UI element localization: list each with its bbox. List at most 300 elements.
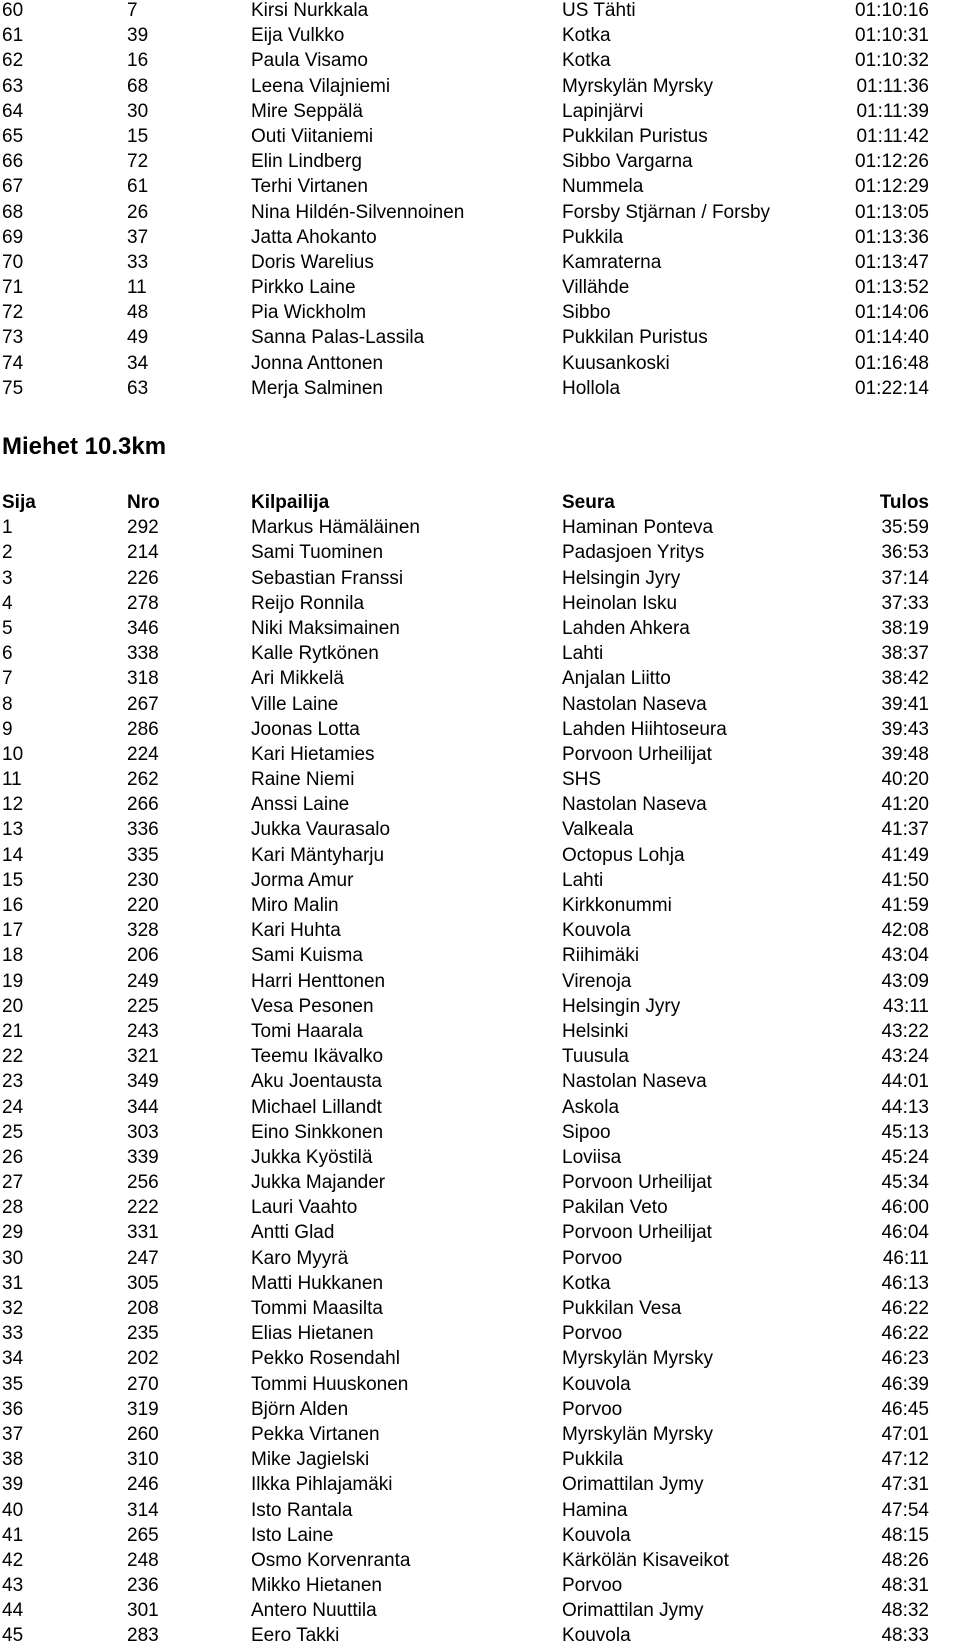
rank-cell: 5 — [2, 617, 13, 639]
bib-cell: 30 — [127, 100, 149, 122]
time-cell: 37:14 — [881, 567, 929, 589]
club-cell: Porvoon Urheilijat — [562, 1222, 712, 1244]
time-cell: 35:59 — [881, 517, 929, 539]
time-cell: 01:11:36 — [856, 75, 929, 97]
club-cell: Padasjoen Yritys — [562, 542, 705, 564]
table-row — [0, 616, 960, 641]
club-cell: Lahden Hiihtoseura — [562, 718, 727, 740]
bib-cell: 72 — [127, 151, 149, 173]
table-row — [0, 943, 960, 968]
bib-cell: 346 — [127, 617, 159, 639]
bib-cell: 214 — [127, 542, 159, 564]
club-cell: Myrskylän Myrsky — [562, 1348, 713, 1370]
name-cell: Ville Laine — [251, 693, 339, 715]
name-cell: Antti Glad — [251, 1222, 335, 1244]
rank-cell: 68 — [2, 201, 24, 223]
club-cell: Villähde — [562, 277, 630, 299]
club-cell: Haminan Ponteva — [562, 517, 714, 539]
table-row — [0, 1170, 960, 1195]
bib-cell: 349 — [127, 1071, 159, 1093]
rank-cell: 65 — [2, 125, 24, 147]
club-cell: Kotka — [562, 25, 611, 47]
table-row — [0, 742, 960, 767]
bib-cell: 224 — [127, 743, 159, 765]
club-cell: Lahti — [562, 643, 604, 665]
bib-cell: 335 — [127, 844, 159, 866]
name-cell: Paula Visamo — [251, 50, 368, 72]
time-cell: 46:00 — [881, 1197, 929, 1219]
time-cell: 46:04 — [881, 1222, 929, 1244]
bib-cell: 222 — [127, 1197, 159, 1219]
name-cell: Miro Malin — [251, 895, 339, 916]
time-cell: 47:31 — [881, 1474, 929, 1496]
table-row — [0, 174, 960, 199]
table-row — [0, 1346, 960, 1371]
time-cell: 48:26 — [881, 1549, 929, 1571]
club-cell: Virenoja — [562, 970, 632, 992]
name-cell: Jukka Kyöstilä — [251, 1146, 373, 1168]
table-row — [0, 767, 960, 792]
table-row — [0, 1472, 960, 1497]
table-row — [0, 1044, 960, 1069]
bib-cell: 208 — [127, 1298, 159, 1319]
time-cell: 46:13 — [881, 1272, 929, 1294]
name-cell: Reijo Ronnila — [251, 592, 365, 614]
rank-cell: 13 — [2, 819, 24, 841]
club-cell: Kotka — [562, 1272, 611, 1294]
club-cell: Hamina — [562, 1499, 628, 1521]
name-cell: Björn Alden — [251, 1398, 349, 1420]
name-cell: Elin Lindberg — [251, 151, 362, 173]
table-row — [0, 969, 960, 994]
time-cell: 41:50 — [881, 869, 929, 891]
rank-cell: 18 — [2, 945, 24, 967]
club-cell: Valkeala — [562, 819, 634, 841]
table-row — [0, 74, 960, 99]
rank-cell: 4 — [2, 592, 13, 614]
header-sija: Sija — [2, 492, 36, 513]
rank-cell: 21 — [2, 1020, 24, 1042]
name-cell: Kalle Rytkönen — [251, 643, 379, 665]
time-cell: 44:01 — [881, 1071, 929, 1093]
bib-cell: 39 — [127, 25, 149, 47]
table-row — [0, 1573, 960, 1598]
rank-cell: 39 — [2, 1474, 24, 1496]
club-cell: Porvoo — [562, 1247, 623, 1269]
table-row — [0, 1447, 960, 1472]
time-cell: 01:13:52 — [855, 277, 929, 299]
table-row — [0, 1095, 960, 1120]
table-row — [0, 1120, 960, 1145]
table-row — [0, 994, 960, 1019]
rank-cell: 9 — [2, 718, 13, 740]
name-cell: Tomi Haarala — [251, 1020, 363, 1042]
name-cell: Pia Wickholm — [251, 302, 367, 324]
name-cell: Harri Henttonen — [251, 970, 386, 992]
club-cell: Lahti — [562, 869, 604, 891]
club-cell: Anjalan Liitto — [562, 668, 671, 690]
time-cell: 40:20 — [881, 769, 929, 791]
bib-cell: 256 — [127, 1172, 159, 1194]
club-cell: SHS — [562, 769, 602, 791]
club-cell: Pukkilan Vesa — [562, 1298, 682, 1319]
club-cell: Myrskylän Myrsky — [562, 75, 713, 97]
name-cell: Kari Mäntyharju — [251, 844, 385, 866]
name-cell: Isto Rantala — [251, 1499, 353, 1521]
club-cell: Sipoo — [562, 1121, 611, 1143]
rank-cell: 1 — [2, 517, 13, 539]
name-cell: Isto Laine — [251, 1524, 334, 1546]
time-cell: 42:08 — [881, 920, 929, 942]
name-cell: Kari Hietamies — [251, 743, 375, 765]
name-cell: Merja Salminen — [251, 377, 383, 399]
bib-cell: 247 — [127, 1247, 159, 1269]
rank-cell: 6 — [2, 643, 13, 665]
name-cell: Anssi Laine — [251, 794, 350, 816]
bib-cell: 37 — [127, 226, 149, 248]
time-cell: 01:13:05 — [855, 201, 929, 223]
time-cell: 46:45 — [881, 1398, 929, 1420]
time-cell: 38:19 — [881, 617, 929, 639]
name-cell: Pirkko Laine — [251, 277, 356, 299]
name-cell: Kirsi Nurkkala — [251, 0, 369, 21]
rank-cell: 62 — [2, 50, 24, 72]
table-row — [0, 893, 960, 918]
table-row — [0, 300, 960, 325]
time-cell: 48:33 — [881, 1625, 929, 1647]
table-row — [0, 843, 960, 868]
name-cell: Matti Hukkanen — [251, 1272, 384, 1294]
time-cell: 39:43 — [881, 718, 929, 740]
time-cell: 41:37 — [881, 819, 929, 841]
time-cell: 43:09 — [881, 970, 929, 992]
table-row — [0, 99, 960, 124]
time-cell: 47:54 — [881, 1499, 929, 1521]
time-cell: 43:11 — [882, 995, 929, 1017]
bib-cell: 230 — [127, 869, 159, 891]
table-row — [0, 1623, 960, 1648]
bib-cell: 260 — [127, 1423, 159, 1445]
bib-cell: 283 — [127, 1625, 159, 1647]
table-row — [0, 1548, 960, 1573]
rank-cell: 15 — [2, 869, 24, 891]
rank-cell: 66 — [2, 151, 24, 173]
time-cell: 43:24 — [881, 1046, 929, 1068]
rank-cell: 12 — [2, 794, 24, 816]
club-cell: Kouvola — [562, 920, 631, 942]
rank-cell: 16 — [2, 895, 24, 916]
club-cell: Helsingin Jyry — [562, 567, 681, 589]
bib-cell: 319 — [127, 1398, 159, 1420]
club-cell: Helsinki — [562, 1020, 629, 1042]
club-cell: Lapinjärvi — [562, 100, 644, 122]
bib-cell: 225 — [127, 995, 159, 1017]
club-cell: Porvoo — [562, 1323, 623, 1345]
women-results-table — [0, 0, 960, 401]
bib-cell: 49 — [127, 327, 149, 349]
bib-cell: 344 — [127, 1096, 159, 1118]
header-nro: Nro — [127, 492, 160, 513]
club-cell: Forsby Stjärnan / Forsby — [562, 201, 771, 223]
name-cell: Osmo Korvenranta — [251, 1549, 411, 1571]
club-cell: Pakilan Veto — [562, 1197, 668, 1219]
bib-cell: 318 — [127, 668, 159, 690]
bib-cell: 61 — [127, 176, 149, 198]
club-cell: Pukkilan Puristus — [562, 327, 708, 349]
table-row — [0, 275, 960, 300]
table-row — [0, 717, 960, 742]
rank-cell: 14 — [2, 844, 24, 866]
name-cell: Pekka Virtanen — [251, 1423, 380, 1445]
section-title: Miehet 10.3km — [2, 433, 167, 460]
table-row — [0, 0, 960, 23]
table-header — [0, 490, 960, 515]
name-cell: Elias Hietanen — [251, 1323, 374, 1345]
name-cell: Sebastian Franssi — [251, 567, 404, 589]
name-cell: Tommi Huuskonen — [251, 1373, 409, 1395]
club-cell: Kouvola — [562, 1373, 631, 1395]
table-row — [0, 641, 960, 666]
time-cell: 48:32 — [881, 1600, 929, 1622]
table-row — [0, 1598, 960, 1623]
header-tulos: Tulos — [879, 492, 929, 513]
rank-cell: 36 — [2, 1398, 24, 1420]
time-cell: 01:10:16 — [855, 0, 929, 21]
name-cell: Markus Hämäläinen — [251, 517, 420, 539]
name-cell: Mike Jagielski — [251, 1449, 370, 1471]
time-cell: 45:34 — [881, 1172, 929, 1194]
table-row — [0, 918, 960, 943]
rank-cell: 38 — [2, 1449, 24, 1471]
time-cell: 41:59 — [881, 895, 929, 916]
time-cell: 39:48 — [881, 743, 929, 765]
rank-cell: 64 — [2, 100, 24, 122]
name-cell: Jukka Majander — [251, 1172, 386, 1194]
name-cell: Aku Joentausta — [251, 1071, 382, 1093]
name-cell: Eija Vulkko — [251, 25, 345, 47]
rank-cell: 42 — [2, 1549, 24, 1571]
time-cell: 01:22:14 — [855, 377, 929, 399]
club-cell: Sibbo — [562, 302, 611, 324]
rank-cell: 32 — [2, 1298, 24, 1319]
bib-cell: 278 — [127, 592, 159, 614]
rank-cell: 7 — [2, 668, 13, 690]
bib-cell: 236 — [127, 1575, 159, 1597]
time-cell: 01:13:47 — [855, 251, 929, 273]
table-row — [0, 666, 960, 691]
bib-cell: 48 — [127, 302, 149, 324]
rank-cell: 29 — [2, 1222, 24, 1244]
rank-cell: 63 — [2, 75, 24, 97]
bib-cell: 286 — [127, 718, 159, 740]
rank-cell: 43 — [2, 1575, 24, 1597]
table-row — [0, 540, 960, 565]
time-cell: 01:11:39 — [856, 100, 929, 122]
bib-cell: 248 — [127, 1549, 159, 1571]
time-cell: 38:37 — [881, 643, 929, 665]
time-cell: 46:11 — [882, 1247, 929, 1269]
time-cell: 01:11:42 — [856, 125, 929, 147]
club-cell: Nastolan Naseva — [562, 693, 707, 715]
rank-cell: 28 — [2, 1197, 24, 1219]
bib-cell: 321 — [127, 1046, 159, 1068]
table-row — [0, 1069, 960, 1094]
rank-cell: 70 — [2, 251, 24, 273]
time-cell: 46:22 — [881, 1298, 929, 1319]
club-cell: Tuusula — [562, 1046, 629, 1068]
club-cell: Heinolan Isku — [562, 592, 678, 614]
table-row — [0, 792, 960, 817]
time-cell: 39:41 — [881, 693, 929, 715]
time-cell: 01:12:26 — [855, 151, 929, 173]
club-cell: Pukkila — [562, 226, 624, 248]
rank-cell: 8 — [2, 693, 13, 715]
table-row — [0, 48, 960, 73]
name-cell: Mire Seppälä — [251, 100, 363, 122]
rank-cell: 2 — [2, 542, 13, 564]
club-cell: Porvoo — [562, 1575, 623, 1597]
name-cell: Doris Warelius — [251, 251, 374, 273]
table-row — [0, 325, 960, 350]
club-cell: Kouvola — [562, 1524, 631, 1546]
club-cell: Porvoo — [562, 1398, 623, 1420]
bib-cell: 34 — [127, 352, 149, 374]
bib-cell: 301 — [127, 1600, 159, 1622]
club-cell: Nastolan Naseva — [562, 1071, 707, 1093]
rank-cell: 67 — [2, 176, 24, 198]
rank-cell: 45 — [2, 1625, 24, 1647]
club-cell: Kouvola — [562, 1625, 631, 1647]
club-cell: Pukkila — [562, 1449, 624, 1471]
club-cell: Myrskylän Myrsky — [562, 1423, 713, 1445]
name-cell: Antero Nuuttila — [251, 1600, 377, 1622]
rank-cell: 60 — [2, 0, 24, 21]
club-cell: Porvoon Urheilijat — [562, 743, 712, 765]
time-cell: 37:33 — [881, 592, 929, 614]
name-cell: Terhi Virtanen — [251, 176, 368, 198]
table-row — [0, 200, 960, 225]
rank-cell: 37 — [2, 1423, 24, 1445]
table-row — [0, 1145, 960, 1170]
rank-cell: 74 — [2, 352, 24, 374]
rank-cell: 44 — [2, 1600, 24, 1622]
table-row — [0, 515, 960, 540]
name-cell: Nina Hildén-Silvennoinen — [251, 201, 465, 223]
table-row — [0, 124, 960, 149]
rank-cell: 33 — [2, 1323, 24, 1345]
bib-cell: 336 — [127, 819, 159, 841]
header-kilpailija: Kilpailija — [251, 492, 330, 513]
club-cell: Nastolan Naseva — [562, 794, 707, 816]
time-cell: 01:10:31 — [855, 25, 929, 47]
club-cell: Sibbo Vargarna — [562, 151, 693, 173]
table-row — [0, 376, 960, 401]
bib-cell: 246 — [127, 1474, 159, 1496]
table-row — [0, 1523, 960, 1548]
rank-cell: 31 — [2, 1272, 24, 1294]
table-row — [0, 1422, 960, 1447]
table-row — [0, 566, 960, 591]
name-cell: Jonna Anttonen — [251, 352, 384, 374]
time-cell: 41:49 — [881, 844, 929, 866]
bib-cell: 249 — [127, 970, 159, 992]
table-row — [0, 1397, 960, 1422]
rank-cell: 41 — [2, 1524, 24, 1546]
time-cell: 01:14:06 — [855, 302, 929, 324]
bib-cell: 305 — [127, 1272, 159, 1294]
bib-cell: 226 — [127, 567, 159, 589]
name-cell: Jatta Ahokanto — [251, 226, 377, 248]
name-cell: Ari Mikkelä — [251, 668, 344, 690]
rank-cell: 73 — [2, 327, 24, 349]
table-row — [0, 1220, 960, 1245]
table-row — [0, 1321, 960, 1346]
rank-cell: 10 — [2, 743, 24, 765]
bib-cell: 15 — [127, 125, 149, 147]
bib-cell: 292 — [127, 517, 159, 539]
bib-cell: 202 — [127, 1348, 159, 1370]
rank-cell: 69 — [2, 226, 24, 248]
bib-cell: 267 — [127, 693, 159, 715]
bib-cell: 331 — [127, 1222, 159, 1244]
rank-cell: 35 — [2, 1373, 24, 1395]
bib-cell: 339 — [127, 1146, 159, 1168]
time-cell: 46:39 — [881, 1373, 929, 1395]
name-cell: Niki Maksimainen — [251, 617, 400, 639]
club-cell: Kamraterna — [562, 251, 662, 273]
table-row — [0, 868, 960, 893]
table-row — [0, 351, 960, 376]
header-seura: Seura — [562, 492, 615, 513]
name-cell: Jukka Vaurasalo — [251, 819, 391, 841]
time-cell: 47:01 — [881, 1423, 929, 1445]
bib-cell: 328 — [127, 920, 159, 942]
name-cell: Tommi Maasilta — [251, 1298, 383, 1319]
bib-cell: 16 — [127, 50, 149, 72]
time-cell: 48:15 — [881, 1524, 929, 1546]
club-cell: Kotka — [562, 50, 611, 72]
rank-cell: 25 — [2, 1121, 24, 1143]
time-cell: 41:20 — [881, 794, 929, 816]
rank-cell: 23 — [2, 1071, 24, 1093]
table-row — [0, 692, 960, 717]
club-cell: Kirkkonummi — [562, 895, 672, 916]
rank-cell: 61 — [2, 25, 24, 47]
club-cell: US Tähti — [562, 0, 636, 21]
time-cell: 43:22 — [881, 1020, 929, 1042]
time-cell: 38:42 — [881, 668, 929, 690]
bib-cell: 303 — [127, 1121, 159, 1143]
name-cell: Vesa Pesonen — [251, 995, 374, 1017]
rank-cell: 75 — [2, 377, 24, 399]
time-cell: 48:31 — [881, 1575, 929, 1597]
rank-cell: 19 — [2, 970, 24, 992]
bib-cell: 26 — [127, 201, 149, 223]
bib-cell: 11 — [127, 277, 147, 299]
name-cell: Karo Myyrä — [251, 1247, 349, 1269]
time-cell: 01:10:32 — [855, 50, 929, 72]
table-row — [0, 1372, 960, 1397]
club-cell: Helsingin Jyry — [562, 995, 681, 1017]
club-cell: Octopus Lohja — [562, 844, 685, 866]
name-cell: Eero Takki — [251, 1625, 340, 1647]
men-results-table — [0, 490, 960, 1649]
name-cell: Sami Kuisma — [251, 945, 363, 967]
table-row — [0, 817, 960, 842]
bib-cell: 220 — [127, 895, 159, 916]
time-cell: 46:22 — [881, 1323, 929, 1345]
time-cell: 43:04 — [881, 945, 929, 967]
